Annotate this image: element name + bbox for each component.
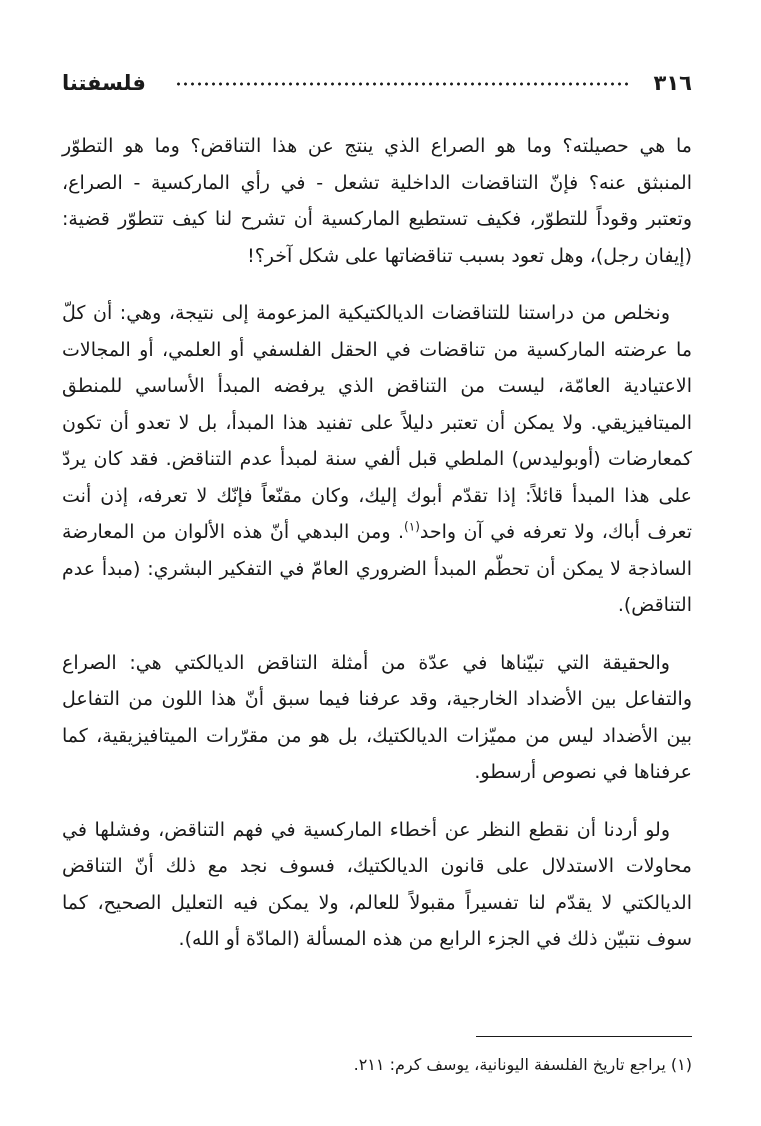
paragraph-2-text: ونخلص من دراستنا للتناقضات الديالكتيكية المزعومة إلى نتيجة، وهي: أن كلّ ما عرضته الماركسية من تناقضات في الحقل الفلسفي أو العلمي، أو المجالات الاعتيادية العامّة، ليست من التناقض الذي يرفضه المبدأ الأساسي للمنطق الميتافيزيقي. ولا يمكن أن تعتبر دليلاً على تفنيد هذا المبدأ، بل لا تعدو أن تكون كمعارضات (أوبوليدس) الملطي قبل ألفي سنة لمبدأ عدم التناقض. فقد كان يردّ على هذا المبدأ قائلاً: إذا تقدّم أبوك إليك، وكان مقنّعاً فإنّك لا تعرفه، إذن أنت تعرف أباك، ولا تعرفه في آن واحد bbox=[62, 302, 693, 543]
body-text bbox=[62, 128, 692, 979]
paragraph-3 bbox=[62, 645, 692, 791]
paragraph-3-text: والحقيقة التي تبيّناها في عدّة من أمثلة التناقض الديالكتي هي: الصراع والتفاعل بين الأضداد الخارجية، وقد عرفنا فيما سبق أنّ هذا اللون من التفاعل بين الأضداد ليس من مميّزات الديالكتيك، بل هو من مقرّرات الميتافيزيقية، كما عرفناها في نصوص أرسطو. bbox=[62, 651, 692, 783]
footnote-reference[interactable]: (١) bbox=[404, 519, 420, 534]
paragraph-1 bbox=[62, 128, 692, 274]
header-dotted-leader bbox=[174, 81, 630, 87]
paragraph-1-text: ما هي حصيلته؟ وما هو الصراع الذي ينتج عن هذا التناقض؟ وما هو التطوّر المنبثق عنه؟ فإنّ التناقضات الداخلية تشعل - في رأي الماركسية - الصراع، وتعتبر وقوداً للتطوّر، فكيف تستطيع الماركسية أن تشرح لنا كيف تتطوّر قضية: (إيفان رجل)، وهل تعود بسبب تناقضاتها على شكل آخر؟! bbox=[62, 135, 692, 267]
paragraph-4-text: ولو أردنا أن نقطع النظر عن أخطاء الماركسية في فهم التناقض، وفشلها في محاولات الاستدلال على قانون الديالكتيك، فسوف نجد مع ذلك أنّ التناقض الديالكتي لا يقدّم لنا تفسيراً مقبولاً للعالم، ولا يمكن فيه التعليل الصحيح، كما سوف نتبيّن ذلك في الجزء الرابع من هذه المسألة (المادّة أو الله). bbox=[62, 818, 692, 950]
footnote-divider bbox=[476, 1036, 692, 1037]
page-header bbox=[62, 68, 692, 98]
page-number: ٣١٦ bbox=[653, 71, 692, 95]
paragraph-2 bbox=[62, 295, 692, 624]
paragraph-4 bbox=[62, 812, 692, 958]
footnote: (١) يراجع تاريخ الفلسفة اليونانية، يوسف كرم: ٢١١. bbox=[353, 1055, 692, 1074]
running-title: فلسفتنا bbox=[62, 71, 146, 95]
paragraph-2-text-after: . ومن البدهي أنّ هذه الألوان من المعارضة الساذجة لا يمكن أن تحطّم المبدأ الضروري العامّ في التفكير البشري: (مبدأ عدم التناقض). bbox=[62, 521, 692, 616]
